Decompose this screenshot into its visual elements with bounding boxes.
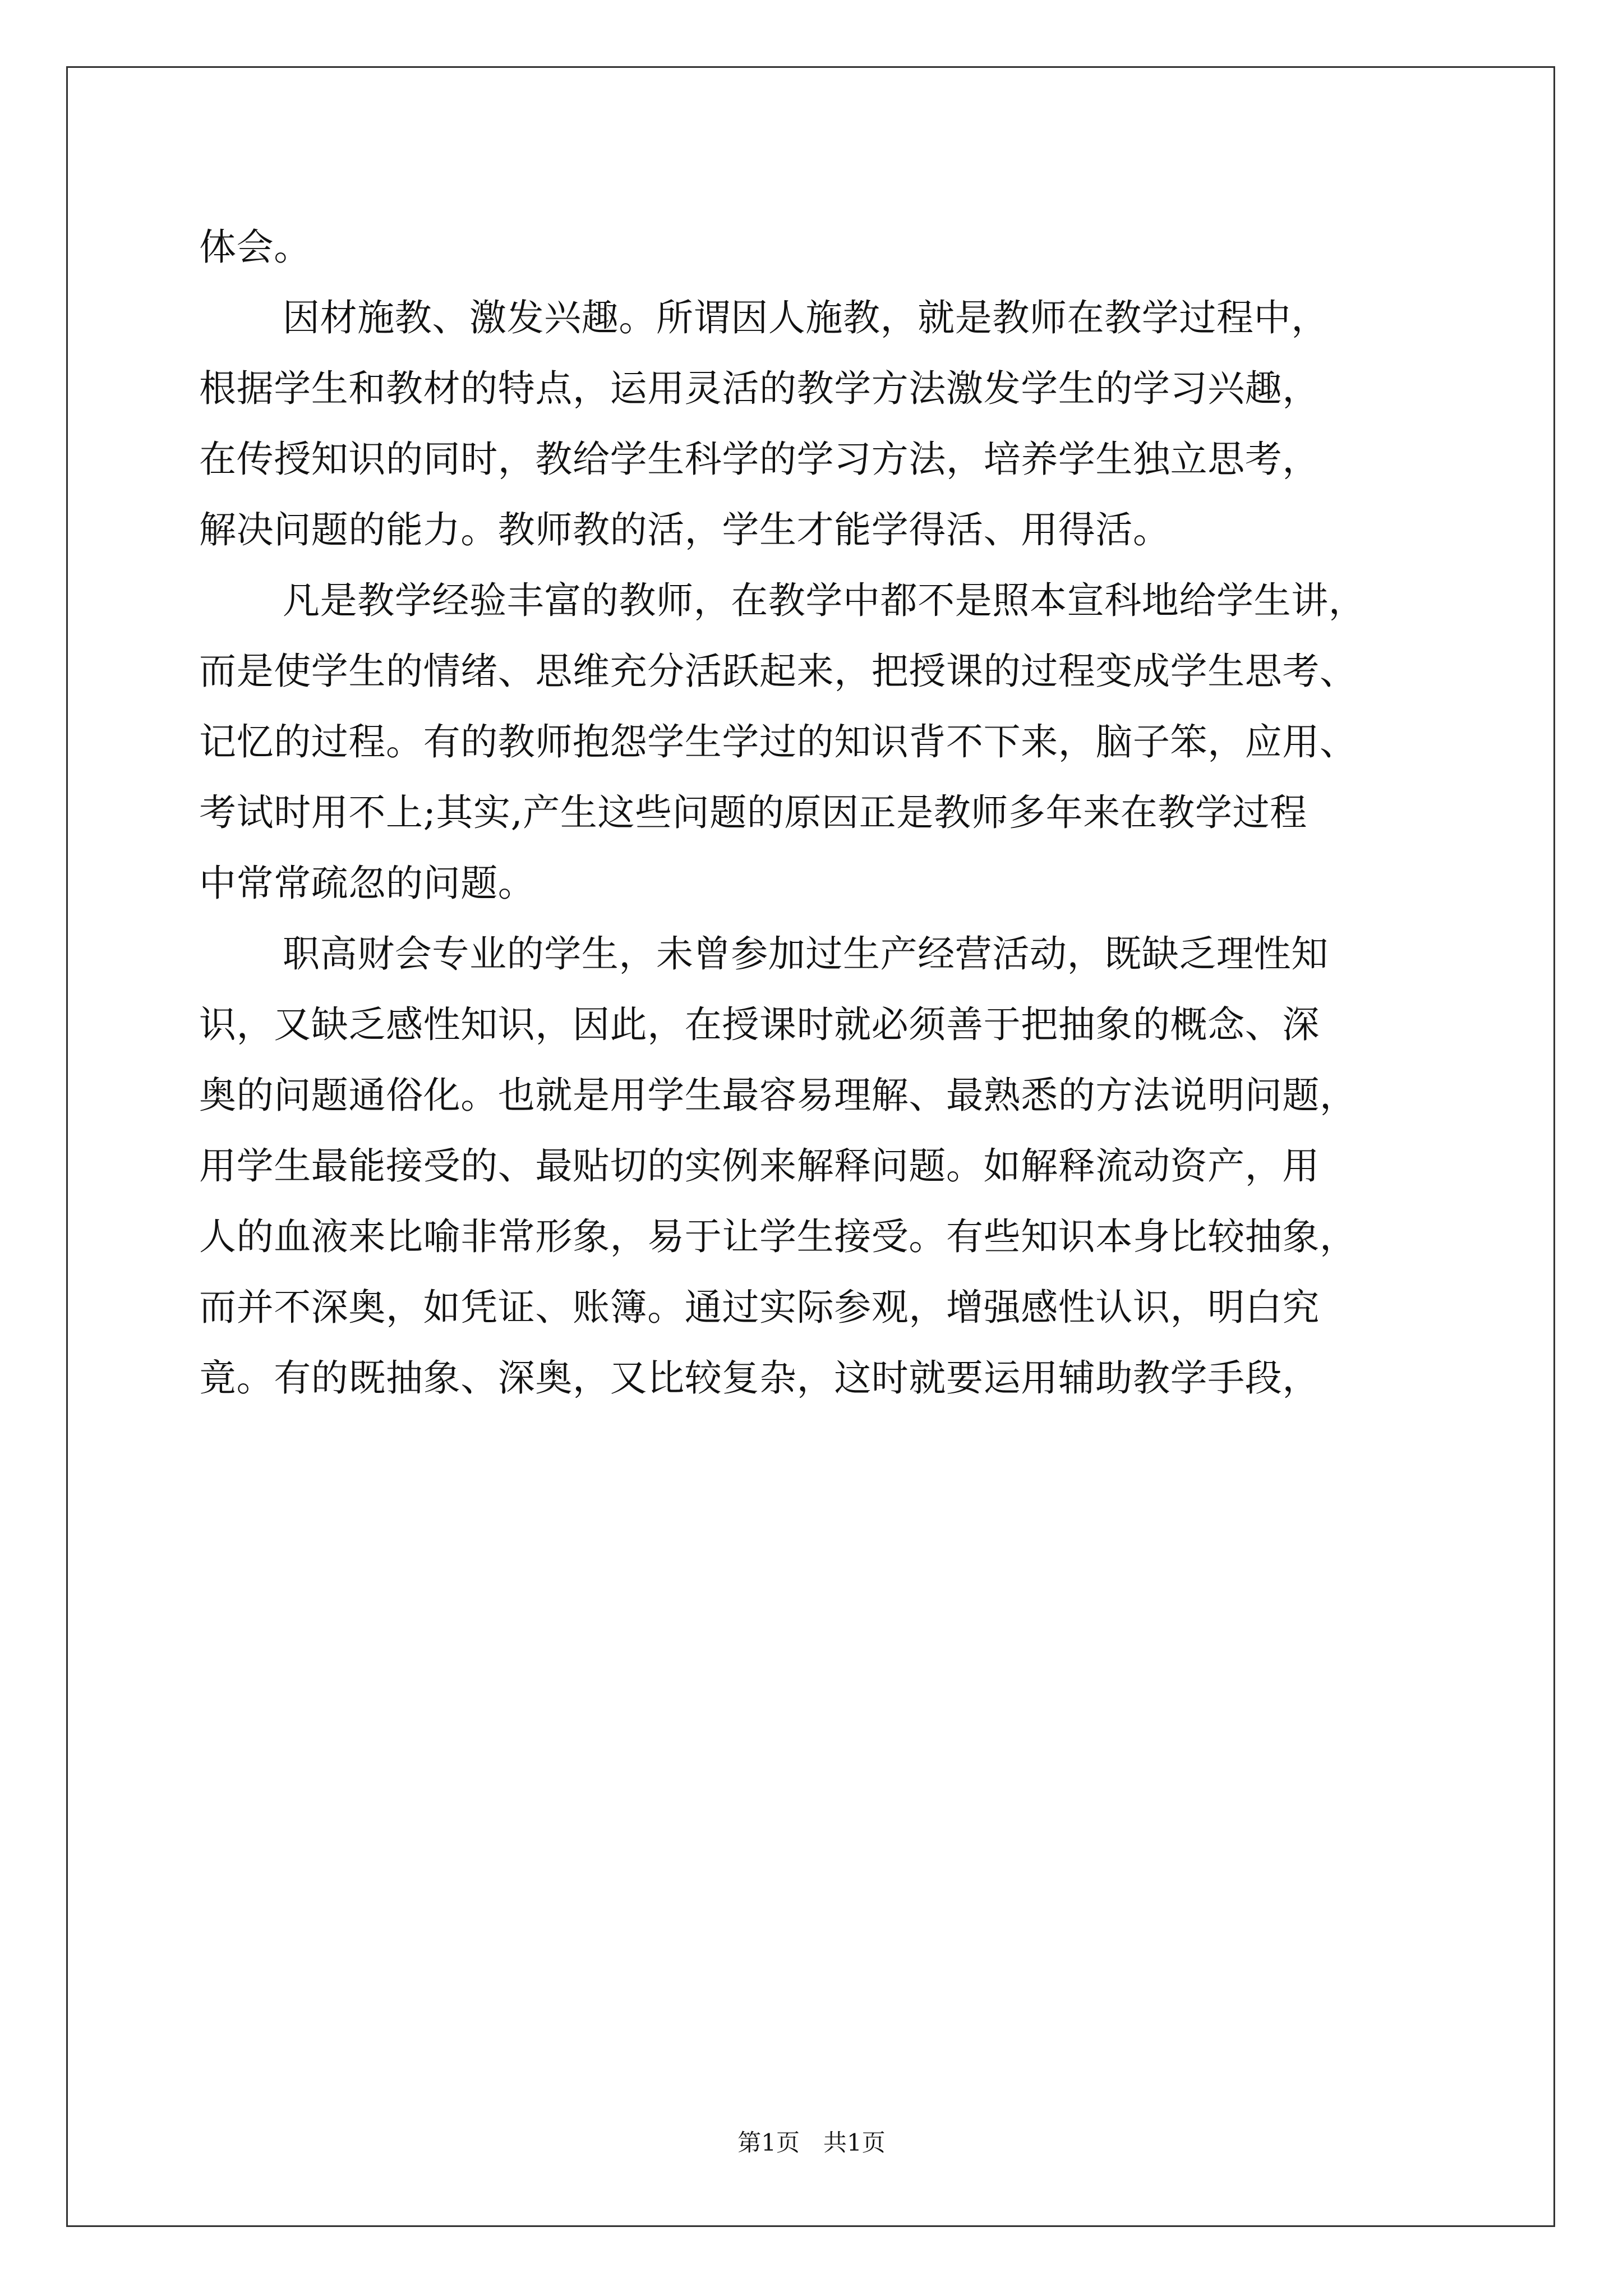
text-line: 在传授知识的同时，教给学生科学的学习方法，培养学生独立思考， xyxy=(199,438,1320,481)
text-line: 记忆的过程。有的教师抱怨学生学过的知识背不下来，脑子笨，应用、 xyxy=(199,720,1357,763)
text-line: 凡是教学经验丰富的教师，在教学中都不是照本宣科地给学生讲， xyxy=(283,579,1366,622)
text-line: 因材施教、激发兴趣。所谓因人施教，就是教师在教学过程中， xyxy=(283,296,1329,339)
text-line: 职高财会专业的学生，未曾参加过生产经营活动，既缺乏理性知 xyxy=(283,932,1329,976)
text-line: 人的血液来比喻非常形象，易于让学生接受。有些知识本身比较抽象， xyxy=(199,1215,1357,1258)
text-line: 竟。有的既抽象、深奥，又比较复杂，这时就要运用辅助教学手段， xyxy=(199,1356,1320,1400)
text-line: 奥的问题通俗化。也就是用学生最容易理解、最熟悉的方法说明问题， xyxy=(199,1074,1357,1117)
text-line: 体会。 xyxy=(199,226,311,269)
page-footer: 第1页 共1页 xyxy=(737,2129,886,2156)
text-line: 而是使学生的情绪、思维充分活跃起来，把授课的过程变成学生思考、 xyxy=(199,650,1357,693)
text-line: 解决问题的能力。教师教的活，学生才能学得活、用得活。 xyxy=(199,508,1170,551)
text-line: 中常常疏忽的问题。 xyxy=(199,862,536,905)
text-line: 用学生最能接受的、最贴切的实例来解释问题。如解释流动资产，用 xyxy=(199,1144,1320,1188)
text-line: 根据学生和教材的特点，运用灵活的教学方法激发学生的学习兴趣， xyxy=(199,367,1320,410)
text-line: 而并不深奥，如凭证、账簿。通过实际参观，增强感性认识，明白究 xyxy=(199,1286,1320,1329)
text-line: 识，又缺乏感性知识，因此，在授课时就必须善于把抽象的概念、深 xyxy=(199,1003,1320,1046)
text-line: 考试时用不上;其实,产生这些问题的原因正是教师多年来在教学过程 xyxy=(199,791,1307,834)
